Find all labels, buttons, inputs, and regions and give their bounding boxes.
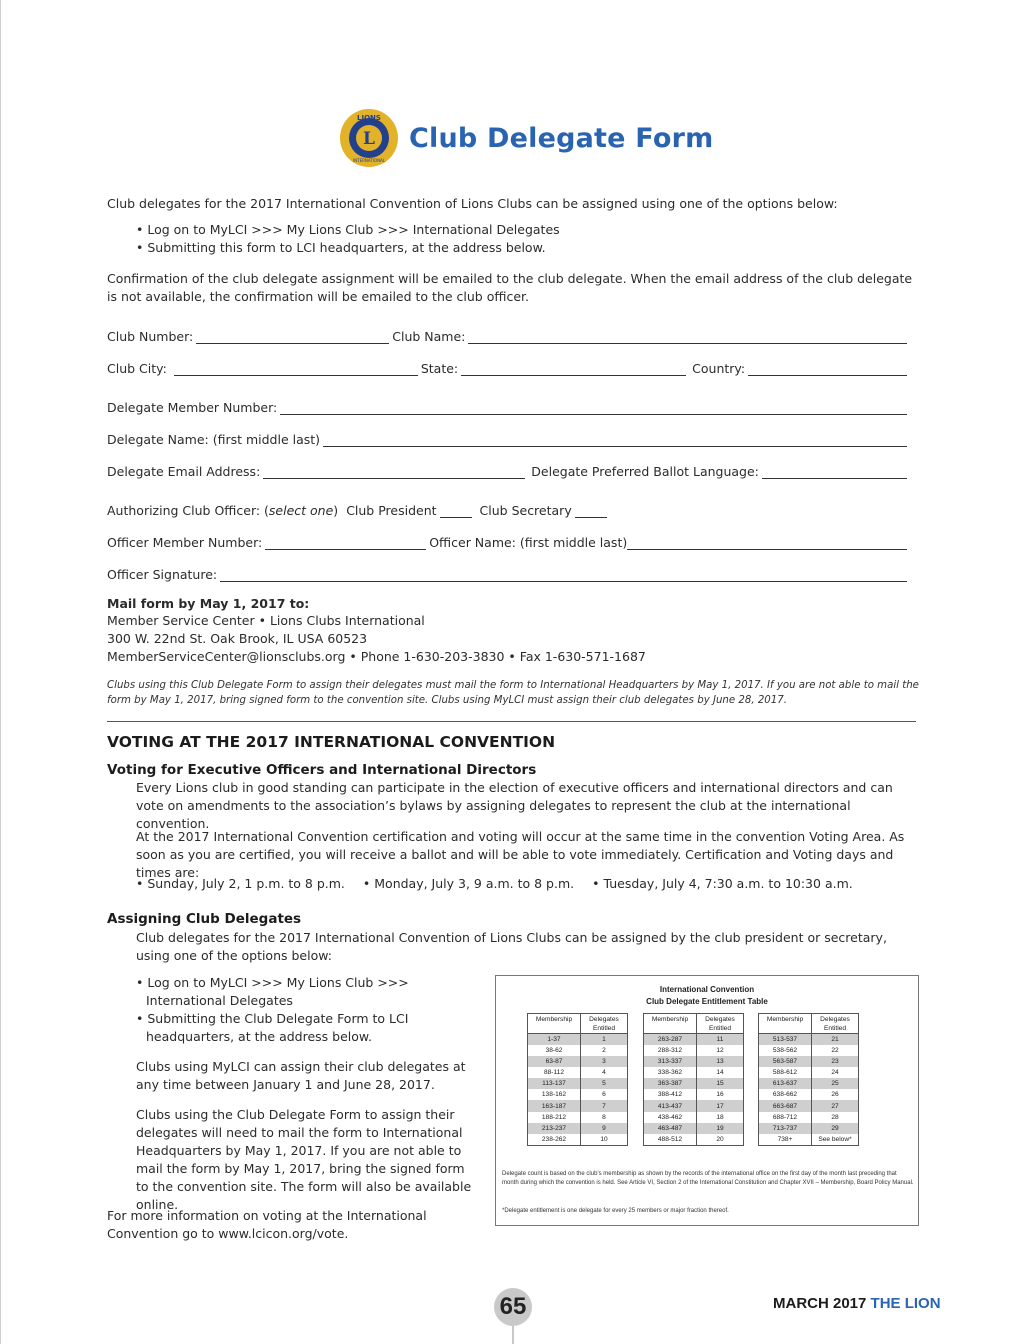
delegates-cell: 25 bbox=[812, 1078, 859, 1089]
intro-option: • Log on to MyLCI >>> My Lions Club >>> International Delegates bbox=[136, 221, 560, 239]
delegates-cell: See below* bbox=[812, 1134, 859, 1146]
assign-paragraph: Club delegates for the 2017 International Convention of Lions Clubs can be assigned by the club president or secretary, using one of the options below: bbox=[136, 930, 887, 963]
membership-cell: 463-487 bbox=[644, 1123, 697, 1134]
svg-text:LIONS: LIONS bbox=[357, 114, 381, 122]
club-city-row bbox=[107, 358, 910, 376]
intro-options bbox=[136, 221, 560, 257]
table-row bbox=[644, 1089, 744, 1100]
assign-option: • Log on to MyLCI >>> My Lions Club >>> International Delegates bbox=[136, 974, 481, 1010]
membership-cell: 113-137 bbox=[528, 1078, 581, 1089]
delegates-cell: 5 bbox=[581, 1078, 628, 1089]
mail-address-block bbox=[107, 612, 646, 666]
membership-cell: 288-312 bbox=[644, 1045, 697, 1056]
mail-center: Member Service Center bbox=[107, 613, 255, 628]
membership-cell: 563-587 bbox=[759, 1056, 812, 1067]
membership-cell: 238-262 bbox=[528, 1134, 581, 1146]
membership-cell: 1-37 bbox=[528, 1034, 581, 1046]
confirmation-text: Confirmation of the club delegate assignment will be emailed to the club delegate. When the email address of the club delegate is not available, the confirmation will be emailed to the club officer. bbox=[107, 271, 913, 304]
mail-phone: • Phone 1-630-203-3830 bbox=[345, 649, 504, 664]
assign-option: • Submitting the Club Delegate Form to LCI headquarters, at the address below. bbox=[136, 1010, 481, 1046]
delegates-cell: 27 bbox=[812, 1100, 859, 1111]
intro-option: • Submitting this form to LCI headquarters, at the address below. bbox=[136, 239, 560, 257]
mail-address: 300 W. 22nd St. Oak Brook, IL USA 60523 bbox=[107, 631, 368, 646]
entitlement-footnote: *Delegate entitlement is one delegate for every 25 members or major fraction thereof. bbox=[502, 1208, 729, 1214]
form-title: Club Delegate Form bbox=[409, 122, 714, 154]
delegates-cell: 21 bbox=[812, 1034, 859, 1046]
delegate-name-label: Delegate Name: (first middle last) bbox=[107, 432, 321, 447]
delegates-cell: 17 bbox=[697, 1100, 744, 1111]
delegates-cell: 9 bbox=[581, 1123, 628, 1134]
mail-email[interactable]: MemberServiceCenter@lionsclubs.org bbox=[107, 649, 346, 664]
membership-cell: 588-612 bbox=[759, 1067, 812, 1078]
table-row bbox=[528, 1112, 628, 1123]
table-row bbox=[644, 1056, 744, 1067]
table-row bbox=[644, 1067, 744, 1078]
membership-cell: 413-437 bbox=[644, 1100, 697, 1111]
delegates-cell: 15 bbox=[697, 1078, 744, 1089]
authorizing-officer-row bbox=[107, 500, 910, 518]
mail-org: • Lions Clubs International bbox=[255, 613, 425, 628]
delegate-name-field[interactable] bbox=[323, 435, 907, 447]
country-field[interactable] bbox=[748, 364, 907, 376]
membership-cell: 638-662 bbox=[759, 1089, 812, 1100]
delegates-cell: 12 bbox=[697, 1045, 744, 1056]
membership-header: Membership bbox=[644, 1014, 697, 1034]
membership-cell: 263-287 bbox=[644, 1034, 697, 1046]
table-row bbox=[528, 1100, 628, 1111]
table-row bbox=[759, 1045, 859, 1056]
voting-day: • Monday, July 3, 9 a.m. to 8 p.m. bbox=[363, 876, 574, 891]
voting-heading: VOTING AT THE 2017 INTERNATIONAL CONVENTION bbox=[107, 733, 556, 751]
entitlement-table-box bbox=[495, 975, 919, 1226]
membership-cell: 488-512 bbox=[644, 1134, 697, 1146]
club-number-label: Club Number: bbox=[107, 329, 194, 344]
table-row bbox=[528, 1056, 628, 1067]
delegates-cell: 18 bbox=[697, 1112, 744, 1123]
mail-fax: • Fax 1-630-571-1687 bbox=[504, 649, 645, 664]
club-city-label: Club City: bbox=[107, 361, 167, 376]
membership-cell: 713-737 bbox=[759, 1123, 812, 1134]
delegate-member-number-field[interactable] bbox=[280, 403, 907, 415]
voting-days bbox=[136, 876, 853, 891]
officer-signature-row bbox=[107, 564, 910, 582]
table-row bbox=[759, 1123, 859, 1134]
table-row bbox=[528, 1067, 628, 1078]
delegates-header: Delegates Entitled bbox=[812, 1014, 859, 1034]
mylci-paragraph: Clubs using MyLCI can assign their club delegates at any time between January 1 and June 28, 2017. bbox=[136, 1059, 466, 1092]
table-row bbox=[644, 1078, 744, 1089]
form-paragraph: Clubs using the Club Delegate Form to assign their delegates will need to mail the form to International Headquarters by May 1, 2017. If you are not able to mail the form by May 1, 2017, bring the signed form to the convention site. The form will also be available online. bbox=[136, 1107, 472, 1212]
footer-issue bbox=[773, 1295, 941, 1312]
delegates-cell: 1 bbox=[581, 1034, 628, 1046]
exec-paragraph-1: Every Lions club in good standing can participate in the election of executive officers and international directors and can vote on amendments to the association’s bylaws by assigning delegates to represent the club at the international convention. bbox=[136, 780, 893, 831]
delegates-cell: 7 bbox=[581, 1100, 628, 1111]
table-row bbox=[644, 1100, 744, 1111]
membership-cell: 388-412 bbox=[644, 1089, 697, 1100]
delegate-email-field[interactable] bbox=[263, 467, 525, 479]
officer-name-field[interactable] bbox=[627, 538, 907, 550]
table-row bbox=[644, 1123, 744, 1134]
table-row bbox=[759, 1089, 859, 1100]
delegates-cell: 10 bbox=[581, 1134, 628, 1146]
authorizing-label-suffix: ) bbox=[333, 503, 339, 518]
delegates-cell: 13 bbox=[697, 1056, 744, 1067]
delegates-cell: 22 bbox=[812, 1045, 859, 1056]
mail-note: Clubs using this Club Delegate Form to assign their delegates must mail the form to International Headquarters by May 1, 2017. If you are not able to mail the form by May 1, 2017, bring signed form to the convention site. Clubs using MyLCI must assign their club delegates by June 28, 2017. bbox=[107, 680, 919, 706]
footer-date: MARCH 2017 bbox=[773, 1295, 867, 1312]
exec-paragraph-2: At the 2017 International Convention certification and voting will occur at the same time in the convention Voting Area. As soon as you are certified, you will receive a ballot and will be able to vote immediately. Certification and Voting days and times are: bbox=[136, 829, 905, 880]
delegates-cell: 8 bbox=[581, 1112, 628, 1123]
membership-cell: 438-462 bbox=[644, 1112, 697, 1123]
authorizing-label-prefix: Authorizing Club Officer: ( bbox=[107, 503, 269, 518]
membership-cell: 688-712 bbox=[759, 1112, 812, 1123]
club-secretary-label: Club Secretary bbox=[479, 503, 572, 518]
club-president-label: Club President bbox=[346, 503, 437, 518]
delegate-member-number-label: Delegate Member Number: bbox=[107, 400, 278, 415]
delegates-cell: 26 bbox=[812, 1089, 859, 1100]
officer-signature-label: Officer Signature: bbox=[107, 567, 218, 582]
table-row bbox=[528, 1045, 628, 1056]
lions-logo-icon bbox=[337, 107, 401, 169]
assign-options bbox=[136, 974, 481, 1046]
exec-heading: Voting for Executive Officers and International Directors bbox=[107, 762, 537, 778]
delegates-cell: 24 bbox=[812, 1067, 859, 1078]
svg-text:L: L bbox=[363, 129, 375, 149]
table-row bbox=[759, 1056, 859, 1067]
table-row bbox=[644, 1134, 744, 1146]
mail-heading: Mail form by May 1, 2017 to: bbox=[107, 596, 310, 611]
delegates-cell: 2 bbox=[581, 1045, 628, 1056]
officer-member-number-label: Officer Member Number: bbox=[107, 535, 263, 550]
table-row bbox=[759, 1100, 859, 1111]
delegates-cell: 11 bbox=[697, 1034, 744, 1046]
membership-cell: 38-62 bbox=[528, 1045, 581, 1056]
membership-cell: 738+ bbox=[759, 1134, 812, 1146]
officer-row bbox=[107, 532, 910, 550]
officer-member-number-field[interactable] bbox=[265, 538, 426, 550]
membership-cell: 663-687 bbox=[759, 1100, 812, 1111]
membership-header: Membership bbox=[759, 1014, 812, 1034]
membership-cell: 338-362 bbox=[644, 1067, 697, 1078]
membership-cell: 63-87 bbox=[528, 1056, 581, 1067]
form-header bbox=[337, 107, 713, 169]
membership-cell: 88-112 bbox=[528, 1067, 581, 1078]
table-row bbox=[528, 1078, 628, 1089]
club-city-field[interactable] bbox=[174, 364, 418, 376]
state-field[interactable] bbox=[461, 364, 686, 376]
club-name-field[interactable] bbox=[468, 332, 907, 344]
authorizing-label-italic: select one bbox=[268, 503, 334, 518]
entitlement-table-3 bbox=[758, 1013, 859, 1146]
footer-magazine: THE LION bbox=[870, 1295, 941, 1312]
table-row bbox=[759, 1078, 859, 1089]
table-row bbox=[644, 1034, 744, 1046]
section-divider bbox=[107, 721, 916, 722]
table-row bbox=[644, 1045, 744, 1056]
page-number-stem bbox=[512, 1326, 514, 1344]
club-president-checkline[interactable] bbox=[440, 506, 472, 518]
delegate-member-number-row bbox=[107, 397, 910, 415]
delegates-cell: 16 bbox=[697, 1089, 744, 1100]
membership-cell: 188-212 bbox=[528, 1112, 581, 1123]
country-label: Country: bbox=[692, 361, 746, 376]
state-label: State: bbox=[420, 361, 459, 376]
delegate-language-field[interactable] bbox=[762, 467, 907, 479]
club-number-field[interactable] bbox=[196, 332, 389, 344]
membership-cell: 538-562 bbox=[759, 1045, 812, 1056]
voting-day: • Tuesday, July 4, 7:30 a.m. to 10:30 a.m. bbox=[592, 876, 853, 891]
svg-text:INTERNATIONAL: INTERNATIONAL bbox=[352, 158, 386, 163]
delegates-cell: 6 bbox=[581, 1089, 628, 1100]
membership-cell: 138-162 bbox=[528, 1089, 581, 1100]
delegates-cell: 20 bbox=[697, 1134, 744, 1146]
delegates-header: Delegates Entitled bbox=[697, 1014, 744, 1034]
membership-cell: 163-187 bbox=[528, 1100, 581, 1111]
membership-header: Membership bbox=[528, 1014, 581, 1034]
delegates-cell: 29 bbox=[812, 1123, 859, 1134]
delegate-email-label: Delegate Email Address: bbox=[107, 464, 261, 479]
entitlement-table-2 bbox=[643, 1013, 744, 1146]
delegates-header: Delegates Entitled bbox=[581, 1014, 628, 1034]
delegates-cell: 4 bbox=[581, 1067, 628, 1078]
voting-day: • Sunday, July 2, 1 p.m. to 8 p.m. bbox=[136, 876, 345, 891]
delegate-language-label: Delegate Preferred Ballot Language: bbox=[531, 464, 759, 479]
entitlement-table-1 bbox=[527, 1013, 628, 1146]
delegates-cell: 19 bbox=[697, 1123, 744, 1134]
membership-cell: 363-387 bbox=[644, 1078, 697, 1089]
table-row bbox=[644, 1112, 744, 1123]
more-info: For more information on voting at the International Convention go to www.lcicon.org/vote. bbox=[107, 1208, 427, 1241]
intro-line: Club delegates for the 2017 International Convention of Lions Clubs can be assigned using one of the options below: bbox=[107, 196, 838, 211]
table-row bbox=[528, 1123, 628, 1134]
table-row bbox=[759, 1034, 859, 1046]
delegates-cell: 14 bbox=[697, 1067, 744, 1078]
entitlement-table-title: International Convention Club Delegate Entitlement Table bbox=[646, 985, 768, 1006]
table-row bbox=[759, 1112, 859, 1123]
club-number-row bbox=[107, 326, 910, 344]
membership-cell: 513-537 bbox=[759, 1034, 812, 1046]
club-name-label: Club Name: bbox=[392, 329, 466, 344]
entitlement-note: Delegate count is based on the club’s membership as shown by the records of the international office on the first day of the month last preceding that month during which the convention is held. See Article VI, Section 2 of the International Constitution and Chapter XVII – Membership, Board Policy Manual. bbox=[502, 1171, 914, 1186]
table-row bbox=[528, 1089, 628, 1100]
delegates-cell: 3 bbox=[581, 1056, 628, 1067]
officer-signature-field[interactable] bbox=[220, 570, 907, 582]
membership-cell: 313-337 bbox=[644, 1056, 697, 1067]
table-row bbox=[528, 1034, 628, 1046]
officer-name-label: Officer Name: (first middle last) bbox=[429, 535, 628, 550]
delegates-cell: 28 bbox=[812, 1112, 859, 1123]
delegate-name-row bbox=[107, 429, 910, 447]
table-row bbox=[759, 1067, 859, 1078]
table-row bbox=[759, 1134, 859, 1146]
membership-cell: 613-637 bbox=[759, 1078, 812, 1089]
assign-heading: Assigning Club Delegates bbox=[107, 911, 302, 927]
delegate-email-row bbox=[107, 461, 910, 479]
delegates-cell: 23 bbox=[812, 1056, 859, 1067]
club-secretary-checkline[interactable] bbox=[575, 506, 607, 518]
page-number: 65 bbox=[494, 1288, 532, 1326]
table-row bbox=[528, 1134, 628, 1146]
membership-cell: 213-237 bbox=[528, 1123, 581, 1134]
